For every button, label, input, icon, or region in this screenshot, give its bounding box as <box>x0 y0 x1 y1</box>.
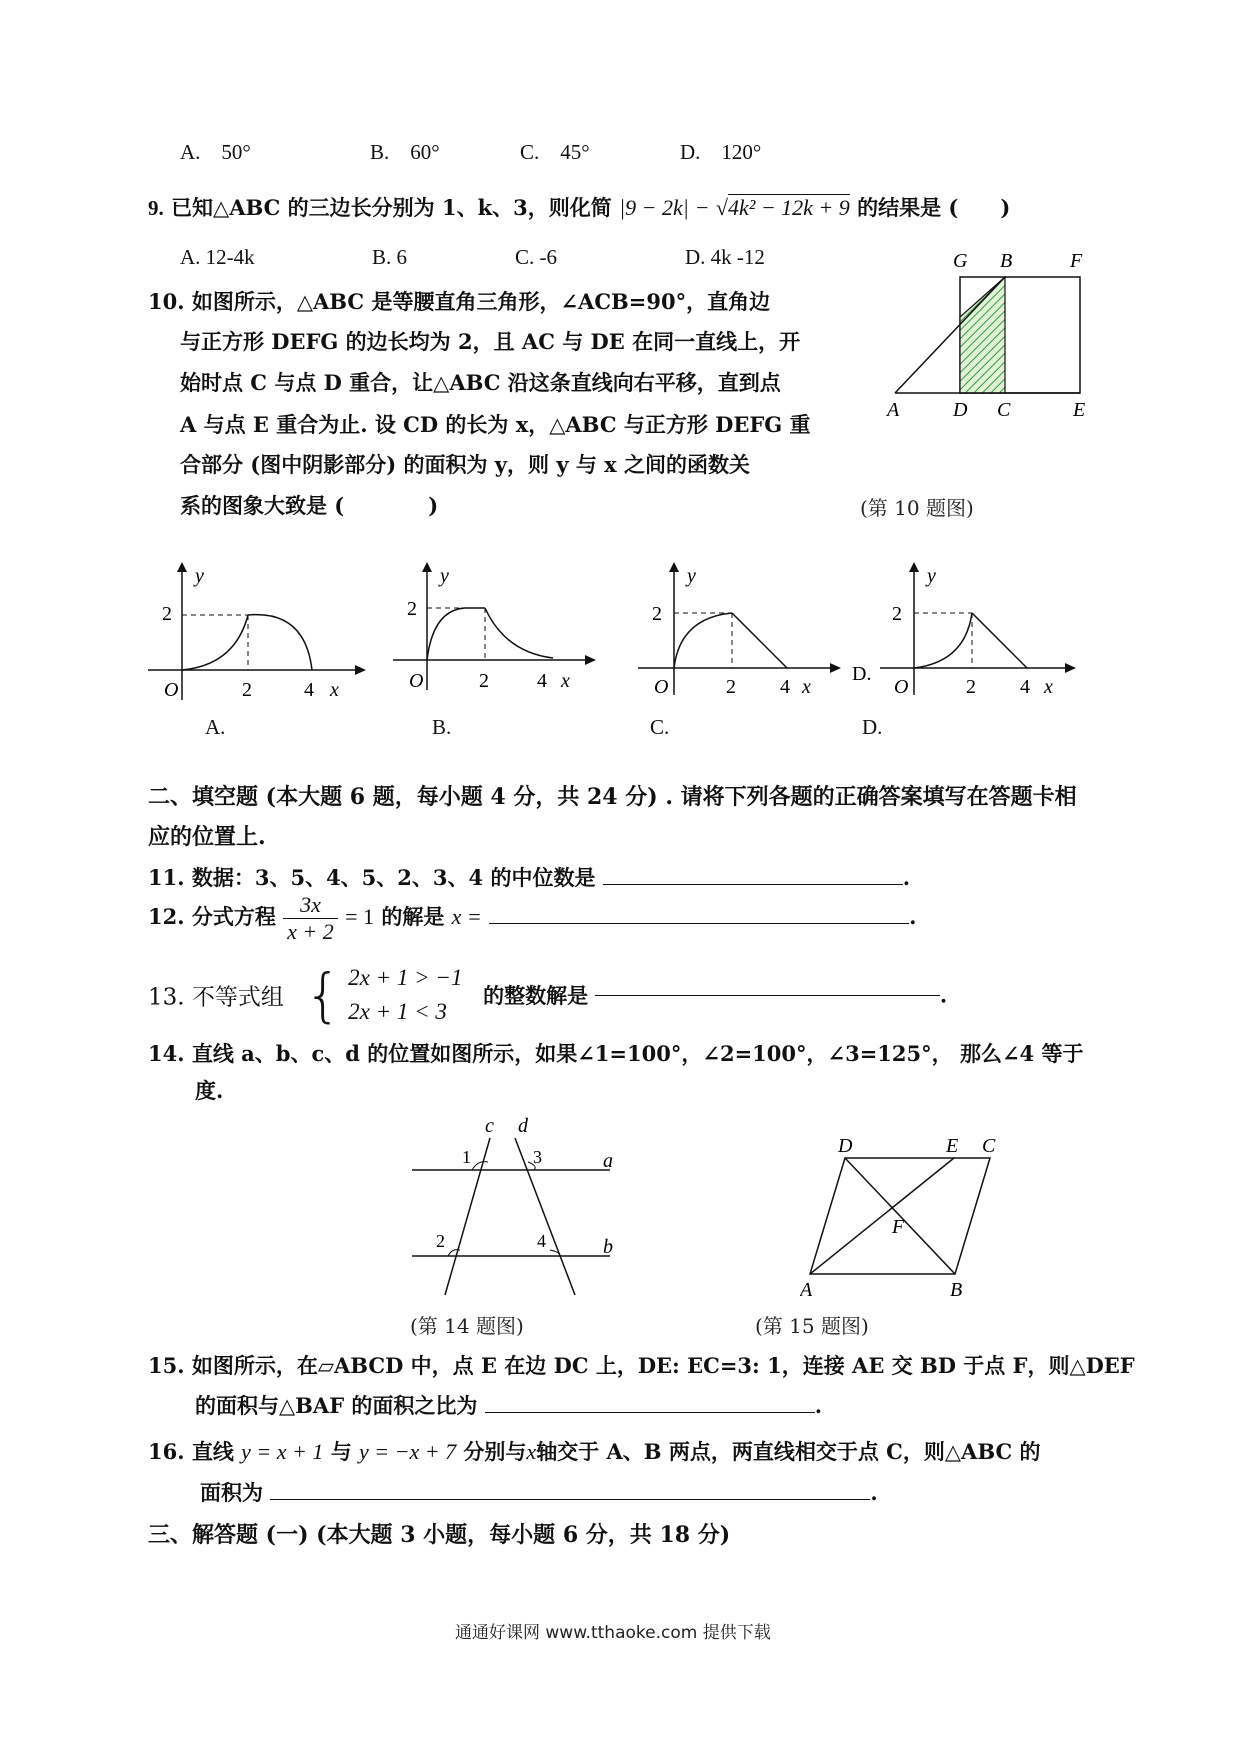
q14-line-1: 14. 直线 a、b、c、d 的位置如图所示，如果∠1=100°，∠2=100°，∠3=125°， 那么∠4 等于 <box>148 1041 1084 1066</box>
svg-text:2: 2 <box>436 1231 445 1251</box>
q10-figure <box>875 245 1095 425</box>
svg-text:2: 2 <box>726 676 736 698</box>
svg-text:D: D <box>838 1135 853 1157</box>
svg-text:4: 4 <box>304 679 314 701</box>
q10-line-3: 始时点 C 与点 D 重合，让△ABC 沿这条直线向右平移，直到点 <box>180 370 781 395</box>
svg-text:y: y <box>440 565 449 587</box>
label-b: B <box>1000 250 1013 272</box>
q10-line-4: A 与点 E 重合为止. 设 CD 的长为 x，△ABC 与正方形 DEFG 重 <box>180 412 811 437</box>
svg-text:2: 2 <box>162 603 172 625</box>
svg-text:x: x <box>802 676 811 698</box>
q16-line-2: 面积为 . <box>200 1480 878 1505</box>
q10-graph-b <box>385 560 615 710</box>
q15-answer-blank[interactable] <box>485 1411 815 1413</box>
svg-text:O: O <box>164 679 179 701</box>
svg-text:C: C <box>982 1135 996 1157</box>
svg-text:c: c <box>485 1115 494 1137</box>
label-f: F <box>1070 250 1083 272</box>
q13-question: 13. 不等式组 { 2x + 1 > −1 2x + 1 < 3 的整数解是 . <box>148 961 948 1029</box>
q14-figure-caption: (第 14 题图) <box>410 1314 524 1338</box>
q12-question: 12. 分式方程 $\frac{3x}{x + 2}$ = 1 的解是 x = . <box>148 892 917 944</box>
svg-text:x: x <box>561 670 570 692</box>
line-d <box>515 1138 575 1295</box>
q13-inequality-2: 2x + 1 < 3 <box>348 999 447 1024</box>
q9-stem: 已知△ABC 的三边长分别为 1、k、3，则化简 <box>171 195 612 220</box>
q13-inequality-1: 2x + 1 > −1 <box>348 965 463 990</box>
section-3-heading: 三、解答题 (一) (本大题 3 小题，每小题 6 分，共 18 分) <box>148 1522 731 1548</box>
q10-graph-c <box>630 560 860 710</box>
svg-text:b: b <box>603 1236 613 1258</box>
svg-text:2: 2 <box>242 679 252 701</box>
q16-answer-blank[interactable] <box>270 1498 870 1500</box>
svg-text:y: y <box>687 565 696 587</box>
q9-option-d: D. 4k -12 <box>685 245 765 269</box>
q9-number: 9. <box>148 196 164 220</box>
q10-option-d: D. <box>862 715 883 739</box>
q9-abs-expr: |9 − 2k| <box>619 195 689 220</box>
q10-option-a: A. <box>205 715 226 739</box>
q10-figure-caption: (第 10 题图) <box>860 496 974 520</box>
q15-line-2: 的面积与△BAF 的面积之比为 . <box>195 1393 823 1418</box>
svg-text:y: y <box>927 565 936 587</box>
q15-figure <box>800 1128 1000 1303</box>
q9-sqrt-expr: √4k² − 12k + 9 <box>715 195 850 220</box>
q8-option-c: C. 45° <box>520 140 590 164</box>
label-a: A <box>887 399 900 421</box>
svg-text:3: 3 <box>533 1147 542 1167</box>
q10-option-c: C. <box>650 715 670 739</box>
svg-text:D.: D. <box>852 663 872 685</box>
svg-text:2: 2 <box>652 603 662 625</box>
q15-line-1: 15. 如图所示，在▱ABCD 中，点 E 在边 DC 上，DE: EC=3: 1，连接 AE 交 BD 于点 F，则△DEF <box>148 1353 1135 1378</box>
section-2-heading-line-2: 应的位置上. <box>148 824 266 850</box>
q8-option-a: A. 50° <box>180 140 251 164</box>
q10-line-1: 10. 如图所示，△ABC 是等腰直角三角形，∠ACB=90°，直角边 <box>148 289 771 314</box>
q10-option-b: B. <box>432 715 452 739</box>
svg-text:x: x <box>330 679 339 701</box>
q9-option-b: B. 6 <box>372 245 408 269</box>
section-2-heading-line-1: 二、填空题 (本大题 6 题，每小题 4 分，共 24 分) . 请将下列各题的正确答案填写在答题卡相 <box>148 784 1077 810</box>
q8-option-b: B. 60° <box>370 140 440 164</box>
svg-text:2: 2 <box>966 676 976 698</box>
page-footer: 通通好课网 www.tthaoke.com 提供下载 <box>455 1623 771 1643</box>
q9-question: 9. 已知△ABC 的三边长分别为 1、k、3，则化简 |9 − 2k| − √4k² − 12k + 9 的结果是 ( ) <box>148 195 1011 220</box>
svg-text:2: 2 <box>892 603 902 625</box>
q11-answer-blank[interactable] <box>603 883 903 885</box>
overlap-shaded <box>960 277 1005 393</box>
svg-text:A: A <box>800 1279 813 1301</box>
svg-text:4: 4 <box>1020 676 1030 698</box>
q9-option-a: A. 12-4k <box>180 245 255 269</box>
svg-text:O: O <box>894 676 909 698</box>
svg-text:4: 4 <box>780 676 790 698</box>
q15-figure-caption: (第 15 题图) <box>755 1314 869 1338</box>
svg-text:2: 2 <box>407 598 417 620</box>
svg-text:x: x <box>1044 676 1053 698</box>
q16-line-1: 16. 直线 y = x + 1 与 y = −x + 7 分别与x轴交于 A、B 两点，两直线相交于点 C，则△ABC 的 <box>148 1439 1041 1464</box>
q12-answer-blank[interactable] <box>489 922 909 924</box>
svg-text:4: 4 <box>537 670 547 692</box>
svg-text:4: 4 <box>537 1231 546 1251</box>
q10-graph-d <box>850 560 1080 710</box>
label-c: C <box>997 399 1011 421</box>
q10-line-5: 合部分 (图中阴影部分) 的面积为 y，则 y 与 x 之间的函数关 <box>180 452 750 477</box>
svg-text:O: O <box>654 676 669 698</box>
label-d: D <box>953 399 968 421</box>
svg-text:1: 1 <box>462 1147 471 1167</box>
svg-text:F: F <box>892 1216 905 1238</box>
q14-line-2: 度. <box>195 1078 224 1103</box>
q13-answer-blank[interactable] <box>595 994 940 996</box>
q10-line-6: 系的图象大致是 ( ) <box>180 493 439 518</box>
svg-text:O: O <box>409 670 424 692</box>
q11-question: 11. 数据：3、5、4、5、2、3、4 的中位数是 . <box>148 865 911 890</box>
segment-ae <box>810 1158 954 1274</box>
q10-graph-a <box>140 560 370 710</box>
label-g: G <box>953 250 968 272</box>
q8-option-d: D. 120° <box>680 140 762 164</box>
q14-figure <box>400 1110 630 1300</box>
svg-text:d: d <box>518 1115 528 1137</box>
label-e: E <box>1073 399 1086 421</box>
svg-text:2: 2 <box>479 670 489 692</box>
svg-text:E: E <box>946 1135 959 1157</box>
svg-text:y: y <box>195 565 204 587</box>
q12-fraction: $\frac{3x}{x + 2}$ <box>283 892 338 945</box>
q9-option-c: C. -6 <box>515 245 557 269</box>
svg-text:a: a <box>603 1150 613 1172</box>
q10-line-2: 与正方形 DEFG 的边长均为 2，且 AC 与 DE 在同一直线上，开 <box>180 329 801 354</box>
svg-text:B: B <box>950 1279 963 1301</box>
q9-tail: 的结果是 ( ) <box>857 195 1011 220</box>
